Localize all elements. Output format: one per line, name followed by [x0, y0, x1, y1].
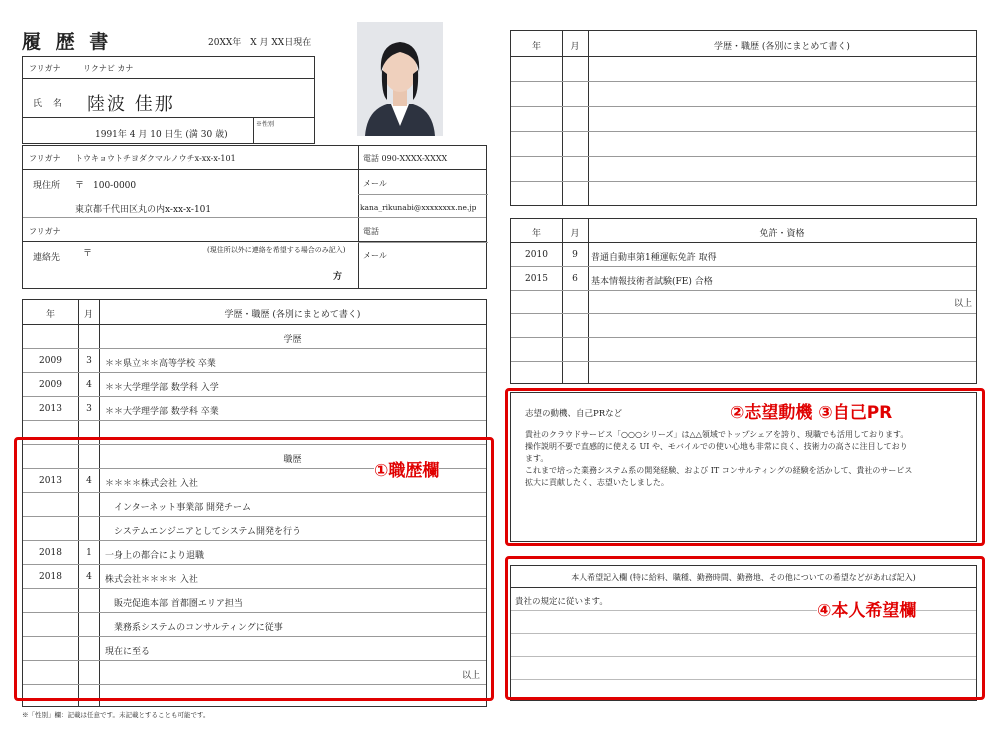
cell-year: 2015 [525, 274, 548, 284]
wishes-label: 本人希望記入欄 (特に給料、職種、勤務時間、勤務地、その他についての希望などがあれば記入) [571, 573, 916, 582]
wishes-highlight [505, 556, 985, 700]
footnote: ※「性別」欄：記載は任意です。未記載とすることも可能です。 [22, 711, 210, 719]
contact-postal: 〒 [83, 249, 93, 259]
cell-desc: ＊＊＊＊株式会社 入社 [105, 479, 198, 489]
cell-desc: 一身上の都合により退職 [105, 551, 205, 561]
header-year: 年 [531, 229, 541, 239]
contact-label: 連絡先 [33, 253, 61, 263]
cell-desc: 普通自動車第1種運転免許 取得 [591, 253, 717, 263]
contact-mail-label: メール [363, 251, 387, 260]
table-row [511, 313, 976, 337]
cell-desc: 業務系システムのコンサルティングに従事 [105, 623, 283, 633]
table-row [511, 131, 976, 155]
cell-month: 1 [86, 548, 92, 558]
cell-year: 2010 [525, 250, 548, 260]
cell-year: 2009 [39, 380, 62, 390]
cell-desc: 基本情報技術者試験(FE) 合格 [591, 277, 713, 287]
kata-mark: 方 [333, 272, 343, 282]
divider [358, 242, 488, 243]
birth-date: 1991年 4 月 10 日生 (満 30 歳) [95, 130, 228, 140]
contact-furigana-label: フリガナ [29, 227, 61, 236]
table-row [23, 372, 486, 396]
furigana-label: フリガナ [29, 64, 61, 73]
table-row [511, 242, 976, 266]
work-history-annotation: ①職歴欄 [374, 456, 439, 481]
contact-phone-label: 電話 [363, 227, 379, 236]
history-header [23, 300, 486, 324]
cell-month: 9 [572, 250, 578, 260]
mail-label: メール [363, 179, 387, 188]
address-value: 東京都千代田区丸の内x-xx-x-101 [75, 205, 212, 215]
divider [253, 117, 254, 144]
cell-month: 4 [86, 572, 92, 582]
phone-value: 電話 090-XXXX-XXXX [363, 154, 448, 163]
table-row [511, 81, 976, 105]
name-value: 陸波 佳那 [87, 94, 175, 115]
cell-month: 4 [86, 476, 92, 486]
motivation-line: 拡大に貢献したく、志望いたしました。 [525, 478, 669, 487]
table-row [23, 348, 486, 372]
work-heading: 職歴 [283, 455, 302, 465]
motivation-label: 志望の動機、自己PRなど [525, 409, 623, 419]
name-label: 氏 名 [33, 99, 66, 109]
cell-desc: インターネット事業部 開発チーム [105, 503, 252, 513]
cell-month: 4 [86, 380, 92, 390]
table-row [23, 396, 486, 420]
cell-year: 2018 [39, 548, 62, 558]
table-row [511, 106, 976, 130]
wishes-value: 貴社の規定に従います。 [515, 597, 608, 607]
cell-desc: システムエンジニアとしてシステム開発を行う [105, 527, 301, 537]
licenses-end: 以上 [953, 299, 972, 309]
address-furigana-value: トウキョウトチヨダクマルノウチx-xx-x-101 [75, 154, 236, 163]
table-row [511, 156, 976, 180]
licenses-table [510, 218, 977, 384]
cell-desc: ＊＊大学理学部 数学科 入学 [105, 383, 219, 393]
document-title: 履 歴 書 [22, 31, 113, 53]
section-row [23, 324, 486, 348]
table-row [511, 337, 976, 361]
header-month: 月 [570, 229, 580, 239]
motivation-line: 貴社のクラウドサービス「○○○シリーズ」は△△領域でトップシェアを誇り、現職でも活用しております。 [525, 430, 909, 439]
motivation-annotation: ②志望動機 ③自己PR [730, 398, 892, 423]
motivation-line: 操作説明不要で直感的に使える UI や、モバイルでの使い心地も非常に良く、技術力の高さに注目しており [525, 442, 908, 451]
wishes-annotation: ④本人希望欄 [817, 596, 916, 621]
table-row [511, 266, 976, 290]
cell-month: 3 [86, 404, 92, 414]
date-as-of: 20XX年 X 月 XX日現在 [208, 38, 312, 48]
cell-desc: 現在に至る [105, 647, 151, 657]
table-row [511, 56, 976, 80]
header-desc: 免許・資格 [759, 229, 805, 239]
contact-note: (現住所以外に連絡を希望する場合のみ記入) [207, 246, 346, 254]
right-history-table [510, 30, 977, 206]
header-year: 年 [45, 310, 55, 320]
cell-desc: 販売促進本部 首都圏エリア担当 [105, 599, 243, 609]
table-row [511, 361, 976, 384]
divider [23, 117, 314, 118]
cell-year: 2009 [39, 356, 62, 366]
motivation-line: これまで培った業務システム系の開発経験、および IT コンサルティングの経験を活かして、貴社のサービス [525, 466, 913, 475]
divider [23, 218, 486, 242]
table-row [511, 290, 976, 313]
portrait-photo [357, 22, 443, 136]
cell-month: 3 [86, 356, 92, 366]
cell-desc: ＊＊県立＊＊高等学校 卒業 [105, 359, 216, 369]
cell-desc: 株式会社＊＊＊＊ 入社 [105, 575, 198, 585]
cell-month: 6 [572, 274, 578, 284]
current-address-label: 現住所 [33, 181, 61, 191]
header-desc: 学歴・職歴 (各別にまとめて書く) [224, 310, 361, 320]
header-month: 月 [83, 310, 93, 320]
gender-note: ※性別 [256, 121, 275, 128]
motivation-line: ます。 [525, 454, 549, 463]
header-month: 月 [570, 42, 580, 52]
address-furigana-label: フリガナ [29, 154, 61, 163]
email-value: kana_rikunabi@xxxxxxxx.ne.jp [360, 203, 477, 212]
education-heading: 学歴 [283, 335, 302, 345]
address-box [22, 145, 487, 289]
furigana-row [23, 57, 314, 79]
cell-year: 2013 [39, 476, 62, 486]
cell-year: 2018 [39, 572, 62, 582]
history-end: 以上 [461, 671, 480, 681]
personal-info-box [22, 56, 315, 144]
cell-desc: ＊＊大学理学部 数学科 卒業 [105, 407, 219, 417]
divider [358, 194, 488, 195]
photo [357, 22, 443, 136]
header-year: 年 [531, 42, 541, 52]
furigana-value: リクナビ カナ [83, 64, 134, 73]
header-desc: 学歴・職歴 (各別にまとめて書く) [714, 42, 850, 52]
cell-year: 2013 [39, 404, 62, 414]
postal-code: 〒 100-0000 [75, 181, 137, 191]
table-row [511, 181, 976, 205]
